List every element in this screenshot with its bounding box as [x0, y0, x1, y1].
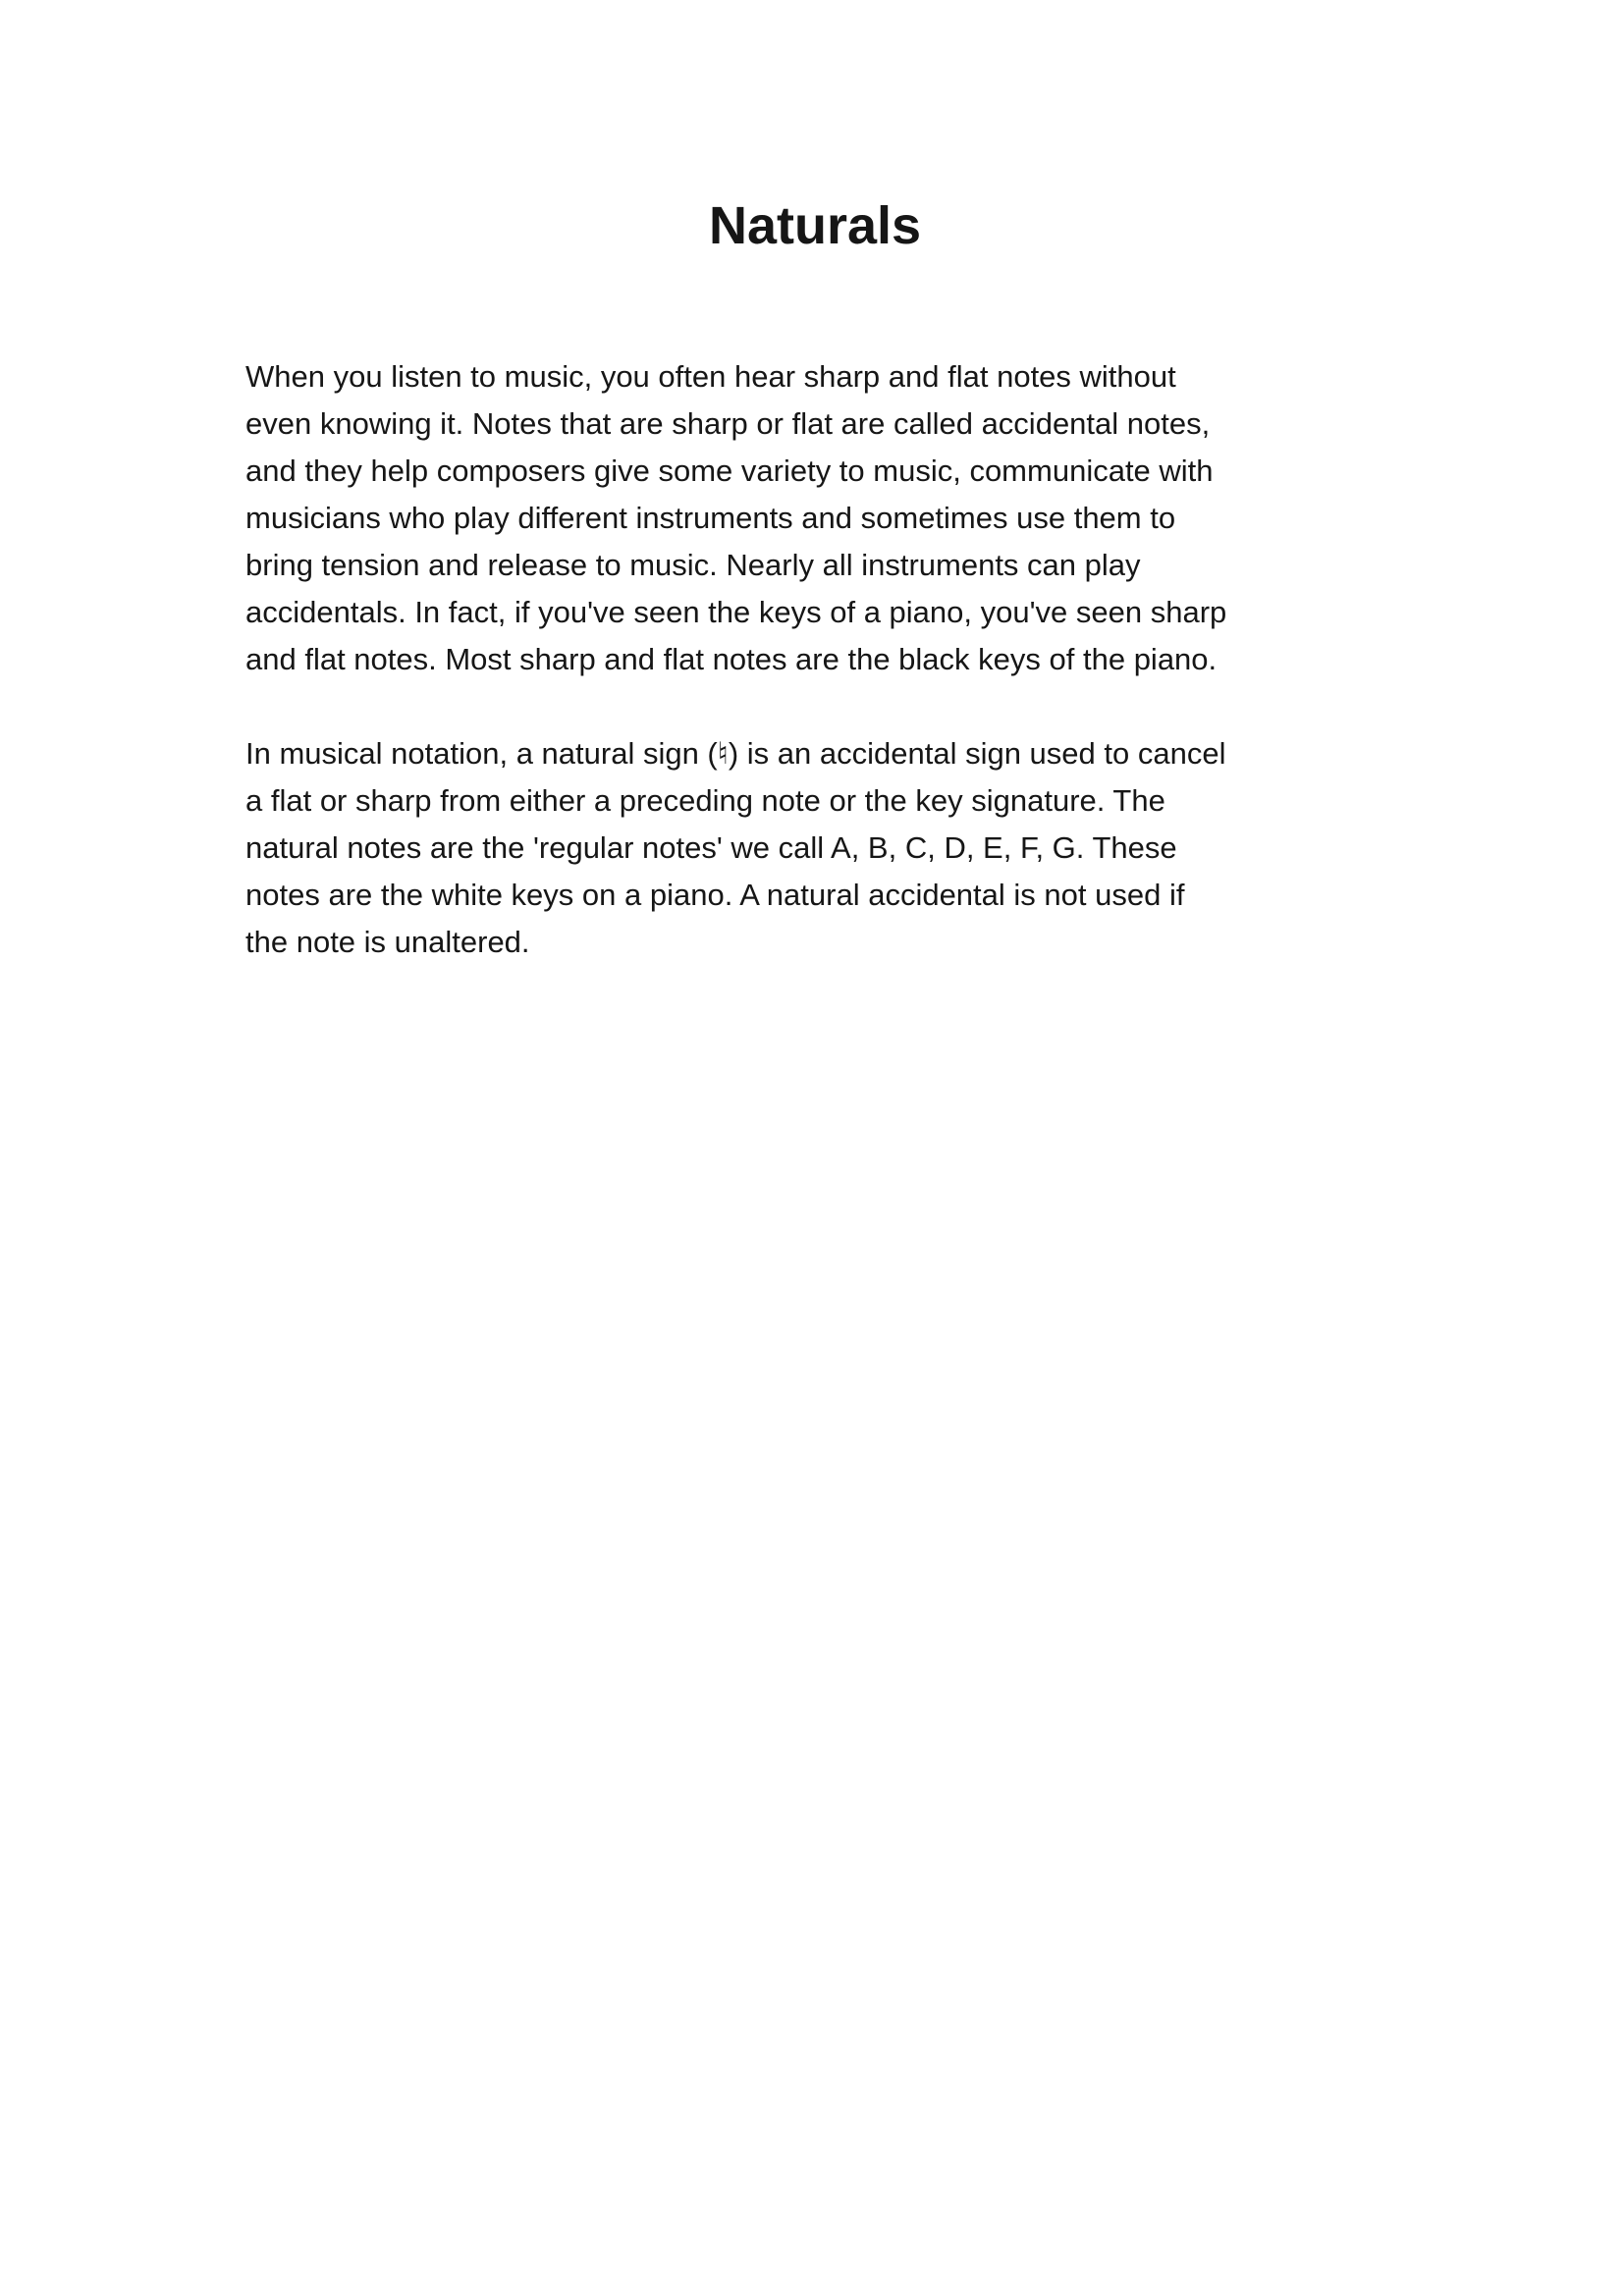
text-line: and flat notes. Most sharp and flat notes are the black keys of the piano. — [245, 642, 1218, 676]
document-title: Naturals — [708, 196, 922, 255]
text-line: a flat or sharp from either a preceding note or the key signature. The — [245, 783, 1165, 818]
text-line: bring tension and release to music. Nearly all instruments can play — [245, 548, 1141, 582]
text-line: and they help composers give some variety to music, communicate with — [245, 454, 1214, 488]
text-line: When you listen to music, you often hear sharp and flat notes without — [245, 359, 1176, 394]
text-line: natural notes are the 'regular notes' we call A, B, C, D, E, F, G. These — [245, 830, 1177, 865]
text-line: even knowing it. Notes that are sharp or flat are called accidental notes, — [245, 406, 1211, 441]
paragraph-natural-sign — [245, 730, 1434, 966]
text-line: the note is unaltered. — [245, 925, 530, 959]
paragraph-intro — [245, 353, 1434, 683]
text-line: accidentals. In fact, if you've seen the keys of a piano, you've seen sharp — [245, 595, 1227, 629]
text-line: notes are the white keys on a piano. A natural accidental is not used if — [245, 878, 1185, 912]
text-line: In musical notation, a natural sign (♮) is an accidental sign used to cancel — [245, 736, 1226, 771]
text-line: musicians who play different instruments and sometimes use them to — [245, 501, 1176, 535]
